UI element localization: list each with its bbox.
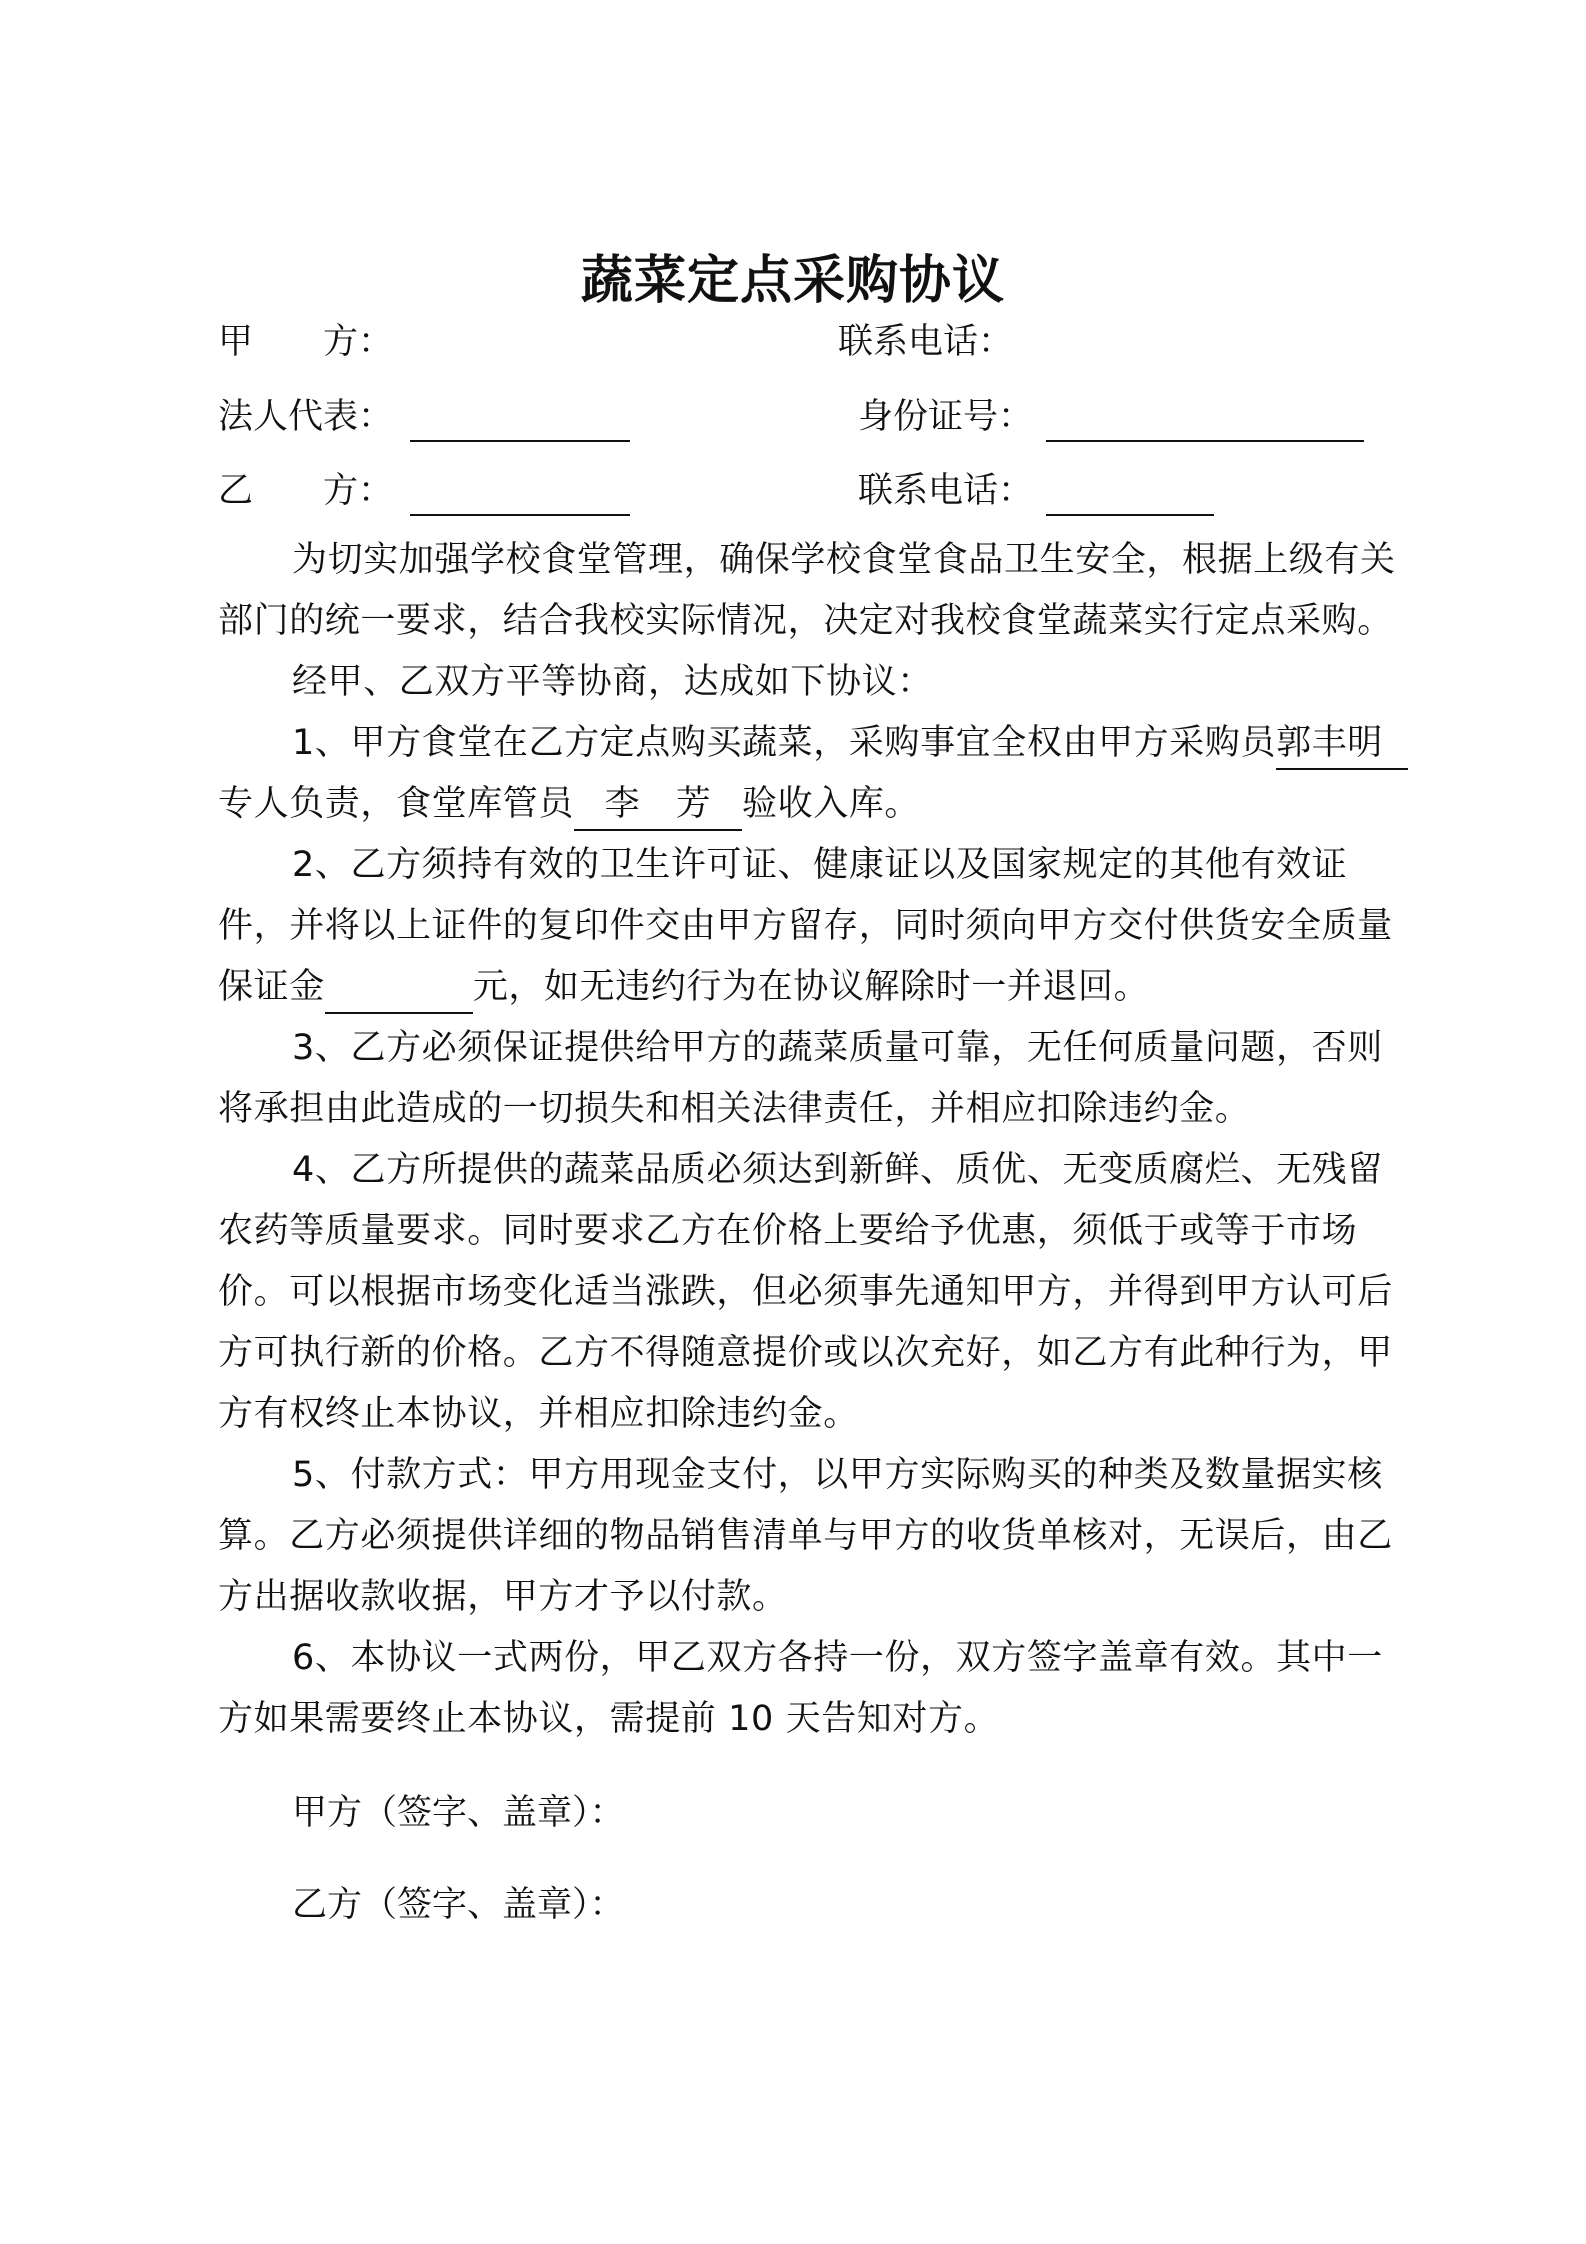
clause-1-text-b: 专人负责，食堂库管员 [218, 784, 575, 824]
clause-2 [218, 835, 1418, 1018]
party-b-phone-field[interactable] [1046, 514, 1214, 516]
agreement-body [218, 530, 1418, 1750]
party-b-field[interactable] [410, 514, 630, 516]
keeper-name-field[interactable]: 李 芳 [574, 779, 742, 831]
party-a-phone-label: 联系电话： [838, 322, 1014, 362]
agreement-paragraph: 经甲、乙双方平等协商，达成如下协议： [292, 662, 933, 702]
party-b-label: 乙 方： [218, 471, 394, 511]
party-a-label: 甲 方： [218, 322, 394, 362]
clause-6: 6、本协议一式两份，甲乙双方各持一份，双方签字盖章有效。其中一方如果需要终止本协议，需提前 10 天告知对方。 [218, 1638, 1383, 1739]
clause-1-text-a: 1、甲方食堂在乙方定点购买蔬菜，采购事宜全权由甲方采购员 [292, 723, 1277, 763]
clause-2-text-a: 2、乙方须持有效的卫生许可证、健康证以及国家规定的其他有效证件，并将以上证件的复印件交由甲方留存，同时须向甲方交付供货安全质量保证金 [218, 845, 1393, 1007]
party-b-phone-label: 联系电话： [858, 471, 1034, 511]
deposit-amount-field[interactable] [325, 962, 473, 1014]
id-number-label: 身份证号： [858, 397, 1034, 437]
clause-4: 4、乙方所提供的蔬菜品质必须达到新鲜、质优、无变质腐烂、无残留农药等质量要求。同时要求乙方在价格上要给予优惠，须低于或等于市场价。可以根据市场变化适当涨跌，但必须事先通知甲方，并得到甲方认可后方可执行新的价格。乙方不得随意提价或以次充好，如乙方有此种行为，甲方有权终止本协议，并相应扣除违约金。 [218, 1150, 1393, 1434]
document-title: 蔬菜定点采购协议 [580, 251, 1005, 311]
legal-rep-field[interactable] [410, 440, 630, 442]
party-a-signature-label: 甲方（签字、盖章）： [292, 1793, 625, 1833]
id-number-field[interactable] [1046, 440, 1364, 442]
legal-rep-label: 法人代表： [218, 397, 394, 437]
buyer-name-field[interactable]: 郭丰明 [1276, 718, 1408, 770]
clause-1 [218, 713, 1418, 835]
clause-1-text-c: 验收入库。 [742, 784, 921, 824]
party-b-signature-label: 乙方（签字、盖章）： [292, 1885, 625, 1925]
clause-5: 5、付款方式：甲方用现金支付，以甲方实际购买的种类及数量据实核算。乙方必须提供详细的物品销售清单与甲方的收货单核对，无误后，由乙方出据收款收据，甲方才予以付款。 [218, 1455, 1393, 1617]
clause-3: 3、乙方必须保证提供给甲方的蔬菜质量可靠，无任何质量问题，否则将承担由此造成的一切损失和相关法律责任，并相应扣除违约金。 [218, 1028, 1383, 1129]
intro-paragraph: 为切实加强学校食堂管理，确保学校食堂食品卫生安全，根据上级有关部门的统一要求，结合我校实际情况，决定对我校食堂蔬菜实行定点采购。 [218, 540, 1396, 641]
clause-2-text-b: 元，如无违约行为在协议解除时一并退回。 [472, 967, 1150, 1007]
